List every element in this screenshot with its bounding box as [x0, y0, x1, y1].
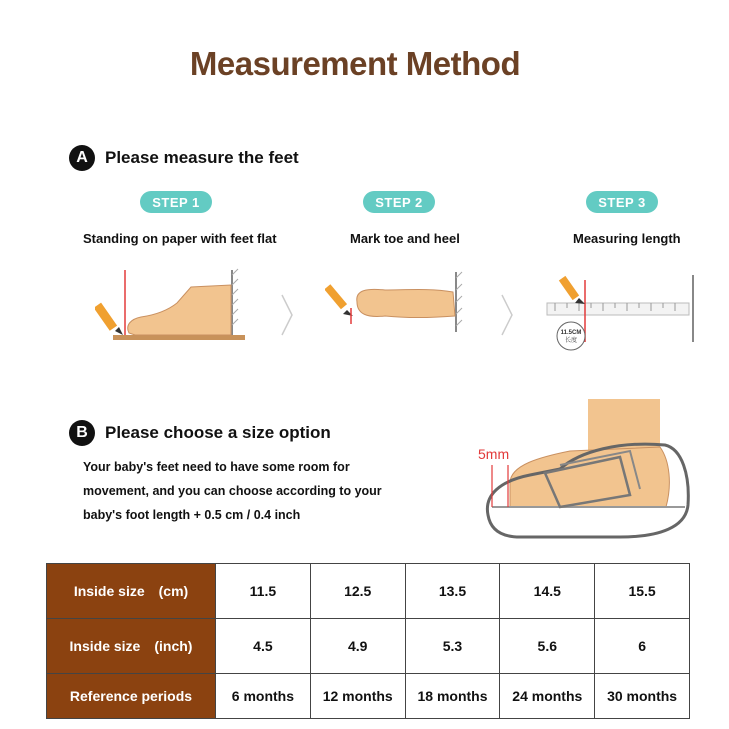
table-row — [47, 618, 690, 673]
step-1-foot-illustration — [95, 265, 255, 350]
table-cell: 13.5 — [405, 564, 500, 619]
section-a-header — [69, 145, 299, 171]
table-cell: 14.5 — [500, 564, 595, 619]
step-2-foot-illustration — [325, 270, 475, 340]
step-3-ruler-illustration — [545, 270, 700, 360]
section-b-badge: B — [69, 420, 95, 446]
step-1-pill: STEP 1 — [140, 191, 212, 213]
table-cell: 30 months — [595, 673, 690, 718]
size-advice-text — [83, 455, 413, 527]
section-b-header — [69, 420, 331, 446]
step-2-pill: STEP 2 — [363, 191, 435, 213]
size-advice-line: movement, and you can choose according to your — [83, 484, 382, 498]
shoe-fit-illustration — [470, 395, 700, 550]
row-header-cm: Inside size (cm) — [47, 564, 216, 619]
table-cell: 12.5 — [310, 564, 405, 619]
section-a-badge: A — [69, 145, 95, 171]
table-cell: 6 months — [216, 673, 311, 718]
pencil-icon — [325, 284, 353, 316]
ruler-tag-label: 长度 — [564, 337, 578, 344]
table-cell: 15.5 — [595, 564, 690, 619]
step-1-caption: Standing on paper with feet flat — [83, 231, 277, 246]
table-cell: 4.9 — [310, 618, 405, 673]
table-cell: 5.6 — [500, 618, 595, 673]
chevron-right-icon — [280, 293, 294, 337]
section-a-title: Please measure the feet — [105, 148, 299, 167]
row-header-period: Reference periods — [47, 673, 216, 718]
chevron-right-icon — [500, 293, 514, 337]
size-advice-line: Your baby's feet need to have some room for — [83, 460, 350, 474]
section-b-title: Please choose a size option — [105, 423, 331, 442]
table-cell: 12 months — [310, 673, 405, 718]
pencil-icon — [95, 303, 123, 335]
table-cell: 24 months — [500, 673, 595, 718]
size-table — [46, 563, 690, 719]
step-3-caption: Measuring length — [573, 231, 681, 246]
row-header-inch: Inside size (inch) — [47, 618, 216, 673]
page-title: Measurement Method — [189, 45, 521, 82]
pencil-icon — [559, 276, 585, 304]
table-cell: 5.3 — [405, 618, 500, 673]
step-2-caption: Mark toe and heel — [350, 231, 460, 246]
ruler-tag-length: 11.5CM — [560, 330, 582, 336]
gap-label: 5mm — [478, 446, 510, 462]
table-row — [47, 564, 690, 619]
table-cell: 11.5 — [216, 564, 311, 619]
table-cell: 18 months — [405, 673, 500, 718]
table-row — [47, 673, 690, 718]
table-cell: 4.5 — [216, 618, 311, 673]
step-3-pill: STEP 3 — [586, 191, 658, 213]
size-advice-line: baby's foot length + 0.5 cm / 0.4 inch — [83, 508, 301, 522]
table-cell: 6 — [595, 618, 690, 673]
